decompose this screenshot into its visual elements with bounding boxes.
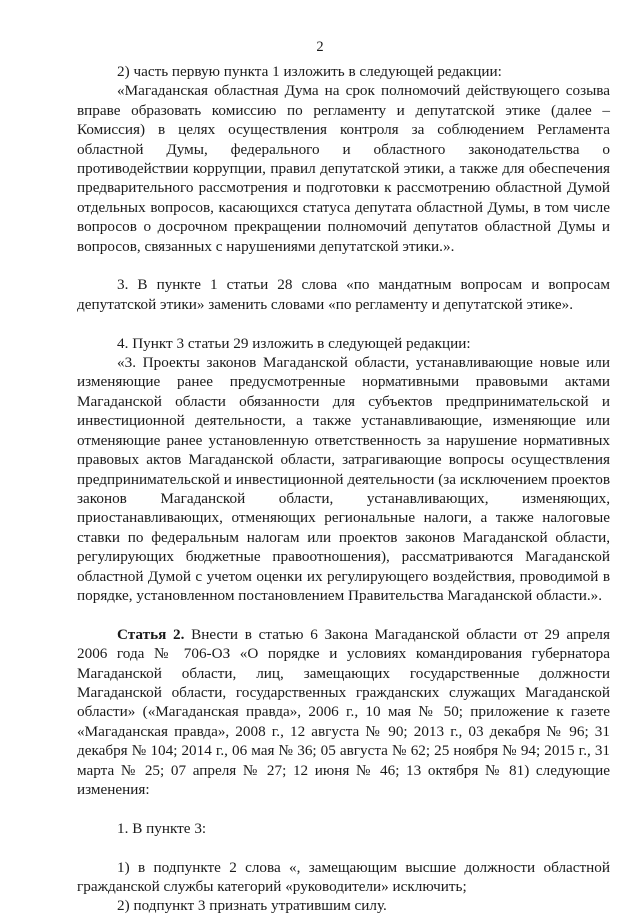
paragraph-item-1: 1. В пункте 3: — [117, 819, 207, 837]
paragraph-spacer — [77, 838, 610, 857]
paragraph-commission-text: «Магаданская областная Дума на срок полномочий действующего созыва вправе образовать комиссию по регламенту и депутатской этике (далее – Комиссия) в целях осуществления контроля за соблюдением Регламента областной Думы, федерального и областного законодательства о противодействии коррупции, правил депутатской этики, а также для обеспечения предварительного рассмотрения и подготовки к рассмотрению областной Думой отдельных вопросов, касающихся статуса депутата областной Думы, в том числе вопросов о досрочном прекращении полномочий депутатов областной Думы и вопросов, связанных с нарушениями депутатской этики.». — [77, 82, 610, 255]
document-body — [77, 62, 610, 916]
article-2-text: Внести в статью 6 Закона Магаданской области от 29 апреля 2006 года № 706-ОЗ «О порядке и условиях командирования губернатора Магаданской области, лиц, замещающих государственные должности Магаданской области, государственных гражданских служащих Магаданской области» («Магаданская правда», 2006 г., 10 мая № 50; приложение к газете «Магаданская правда», 2008 г., 12 августа № 90; 2013 г., 03 декабря № 96; 31 декабря № 104; 2014 г., 06 мая № 36; 05 августа № 62; 25 ноября № 94; 2015 г., 31 марта № 25; 07 апреля № 27; 12 июня № 46; 13 октября № 81) следующие изменения: — [77, 625, 610, 798]
paragraph-amendment-2: 2) часть первую пункта 1 изложить в следующей редакции: — [117, 63, 502, 80]
paragraph-amendment-3: 3. В пункте 1 статьи 28 слова «по мандатным вопросам и вопросам депутатской этики» заменить словами «по регламенту и депутатской этике». — [77, 276, 610, 313]
paragraph-spacer — [77, 256, 610, 275]
paragraph-article-29-text: «3. Проекты законов Магаданской области, устанавливающие новые или изменяющие ранее предусмотренные нормативными правовыми актами Магаданской области обязанности для субъектов предпринимательской и инвестиционной деятельности, а также устанавливающие, изменяющие или отменяющие ранее установленную ответственность за нарушение нормативных правовых актов Магаданской области, затрагивающие вопросы осуществления предпринимательской и инвестиционной деятельности (за исключением проектов законов Магаданской области, устанавливающих, изменяющих, приостанавливающих, отменяющих региональные налоги, а также налоговые ставки по федеральным налогам или проектов законов Магаданской области, регулирующих бюджетные правоотношения), рассматриваются Магаданской областной Думой с учетом оценки их регулирующего воздействия, проводимой в порядке, установленном постановлением Правительства Магаданской области.». — [77, 354, 610, 604]
paragraph-spacer — [77, 799, 610, 818]
paragraph-amendment-4: 4. Пункт 3 статьи 29 изложить в следующей редакции: — [117, 334, 471, 352]
paragraph-article-2 — [77, 625, 610, 800]
page-number: 2 — [316, 39, 324, 55]
paragraph-spacer — [77, 314, 610, 333]
paragraph-spacer — [77, 605, 610, 624]
article-2-heading: Статья 2. — [117, 625, 185, 643]
paragraph-subitem-1: 1) в подпункте 2 слова «, замещающим высшие должности областной гражданской службы категорий «руководители» исключить; — [77, 858, 610, 895]
paragraph-subitem-2: 2) подпункт 3 признать утратившим силу. — [117, 897, 387, 915]
